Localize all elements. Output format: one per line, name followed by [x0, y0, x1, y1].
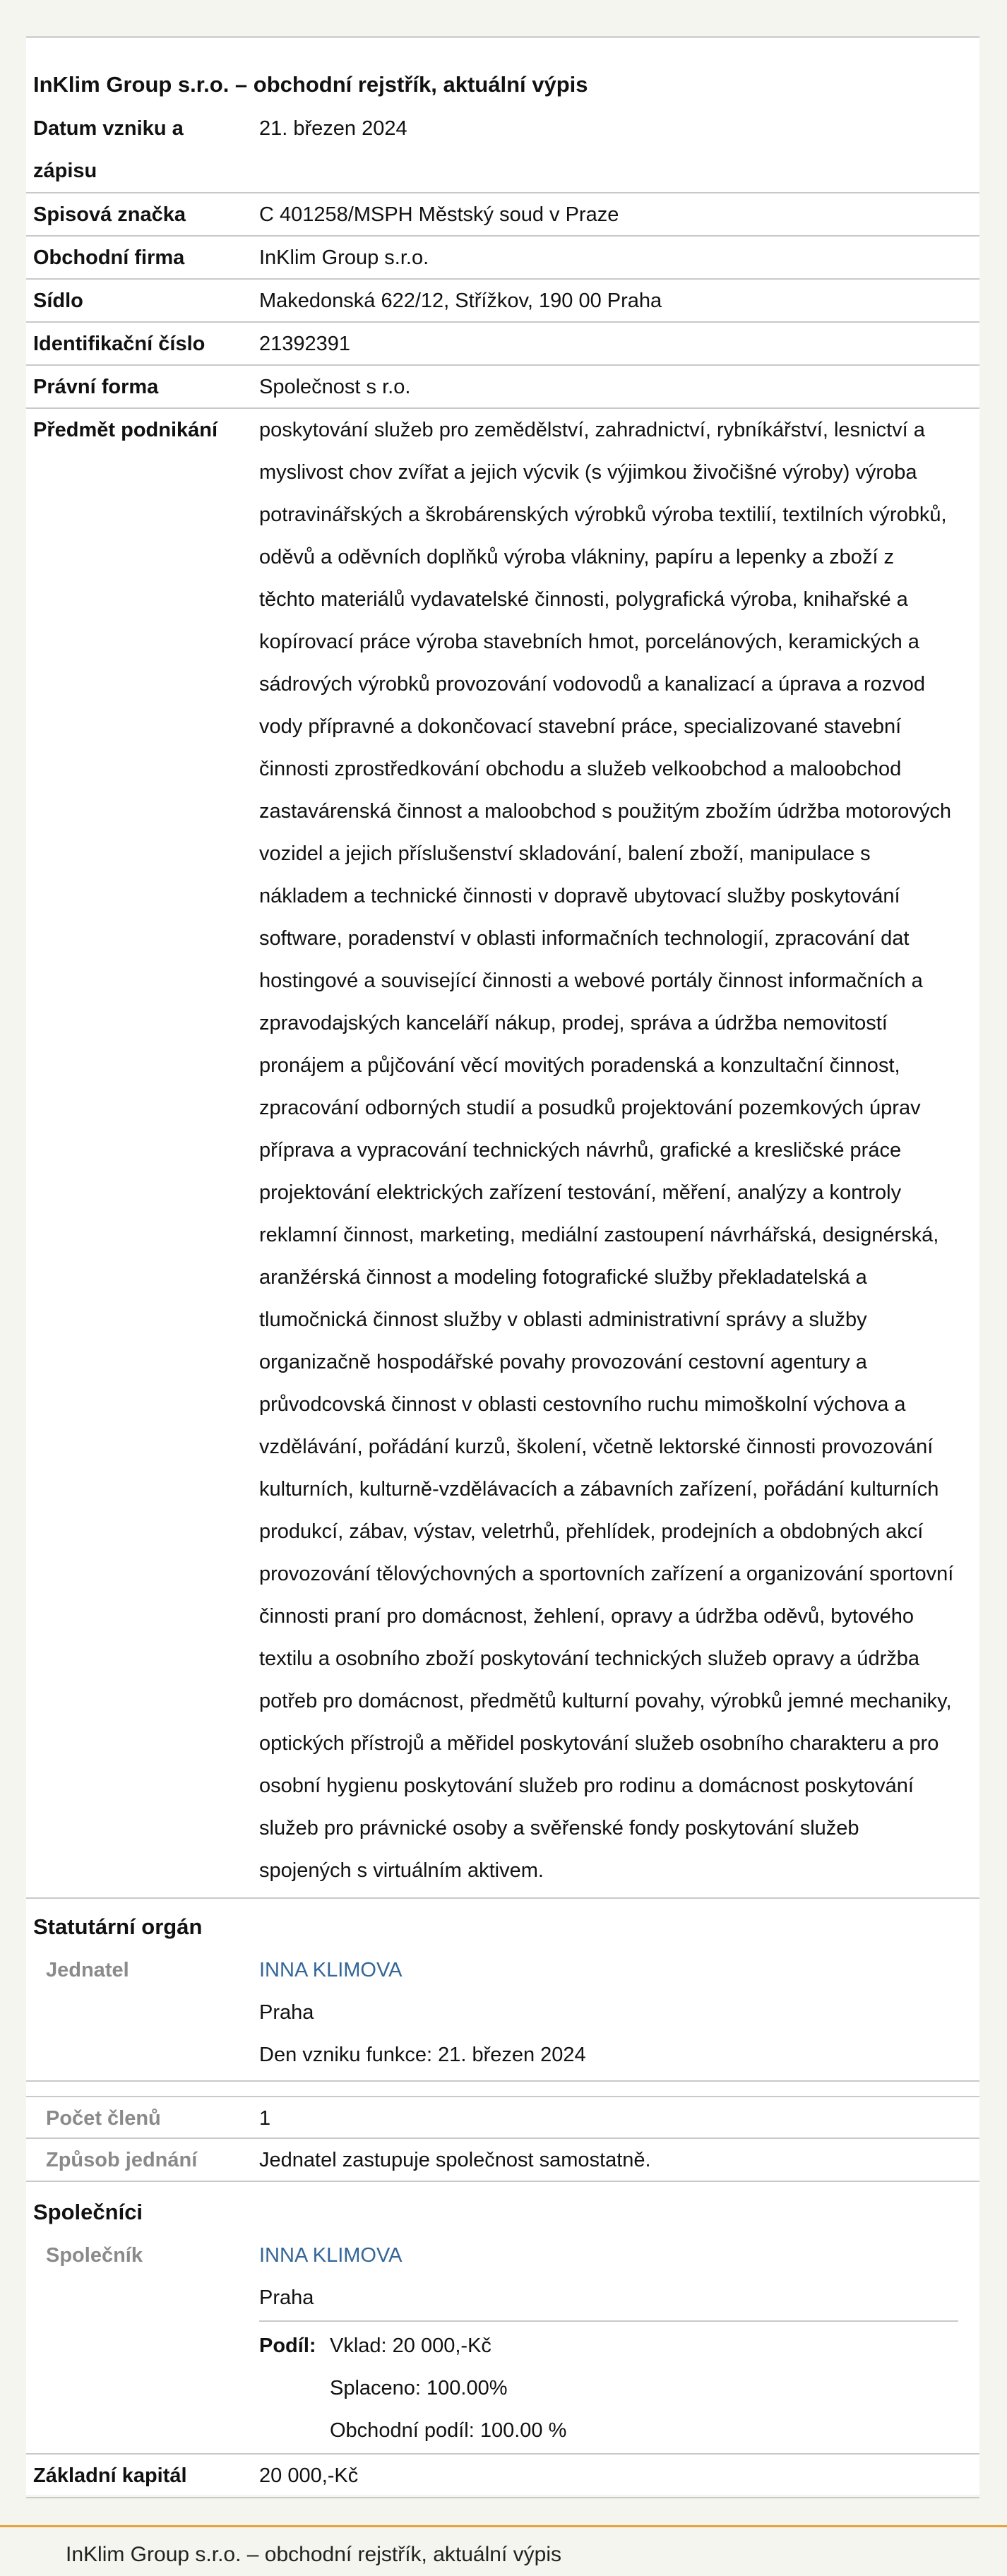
- predmet-line: optických přístrojů a měřidel poskytování služeb osobního charakteru a pro: [259, 1732, 939, 1755]
- predmet-line: zastavárenská činnost a maloobchod s použitým zbožím údržba motorových: [259, 800, 952, 823]
- predmet-line: textilu a osobního zboží poskytování technických služeb opravy a údržba: [259, 1647, 919, 1670]
- value-ico: 21392391: [259, 333, 351, 355]
- row-pravni-forma: [26, 366, 979, 409]
- page-footer: [0, 2525, 1007, 2576]
- predmet-line: nákladem a technické činnosti v dopravě ubytovací služby poskytování: [259, 885, 900, 907]
- jednatel-since: Den vzniku funkce: 21. březen 2024: [259, 2044, 586, 2066]
- section-spolecnici: Společníci: [33, 2200, 143, 2224]
- predmet-line: zpracování odborných studií a posudků projektování pozemkových úprav: [259, 1097, 921, 1119]
- value-obchodni-firma: InKlim Group s.r.o.: [259, 246, 429, 269]
- predmet-line: kulturních, kulturně-vzdělávacích a zábavních zařízení, pořádání kulturních: [259, 1478, 939, 1501]
- predmet-line: tlumočnická činnost služby v oblasti administrativní správy a služby: [259, 1308, 867, 1331]
- predmet-line: myslivost chov zvířat a jejich výcvik (s výjimkou živočišné výroby) výroba: [259, 461, 917, 484]
- predmet-line: software, poradenství v oblasti informačních technologií, zpracování dat: [259, 927, 910, 950]
- predmet-line: oděvů a oděvních doplňků výroba vlákniny, papíru a lepenky a zboží z: [259, 546, 895, 568]
- register-extract: [26, 36, 979, 2495]
- label-predmet-podnikani: Předmět podnikání: [33, 419, 218, 441]
- label-datum-vzniku-2: zápisu: [33, 160, 97, 182]
- label-zakladni-kapital: Základní kapitál: [33, 2464, 187, 2487]
- row-obchodni-firma: [26, 237, 979, 280]
- row-jednatel: [26, 1949, 979, 2082]
- predmet-line: sádrových výrobků provozování vodovodů a kanalizací a úprava a rozvod: [259, 673, 926, 696]
- label-ico: Identifikační číslo: [33, 333, 205, 355]
- predmet-line: těchto materiálů vydavatelské činnosti, polygrafická výroba, knihařské a: [259, 588, 908, 611]
- predmet-line: provozování tělovýchovných a sportovních zařízení a organizování sportovní: [259, 1563, 954, 1585]
- row-spolecnik: [26, 2234, 979, 2455]
- jednatel-name-link[interactable]: INNA KLIMOVA: [259, 1959, 403, 1981]
- predmet-line: služeb pro právnické osoby a svěřenské fondy poskytování služeb: [259, 1817, 859, 1839]
- predmet-line: osobní hygienu poskytování služeb pro rodinu a domácnost poskytování: [259, 1775, 914, 1797]
- value-predmet-podnikani: [259, 409, 974, 1892]
- predmet-line: hostingové a související činnosti a webové portály činnost informačních a: [259, 970, 923, 992]
- value-pocet-clenu: 1: [259, 2107, 271, 2130]
- value-datum-vzniku: 21. březen 2024: [259, 117, 407, 140]
- predmet-line: potravinářských a škrobárenských výrobků výroba textilií, textilních výrobků,: [259, 503, 947, 526]
- value-zpusob-jednani: Jednatel zastupuje společnost samostatně.: [259, 2149, 651, 2171]
- row-zpusob-jednani: [26, 2139, 979, 2182]
- value-splaceno: Splaceno: 100.00%: [330, 2377, 508, 2399]
- predmet-line: reklamní činnost, marketing, mediální zastoupení návrhářská, designérská,: [259, 1224, 939, 1246]
- label-sidlo: Sídlo: [33, 290, 83, 312]
- label-pocet-clenu: Počet členů: [46, 2107, 161, 2130]
- section-statutarni-organ: Statutární orgán: [33, 1914, 203, 1939]
- spolecnik-city: Praha: [259, 2286, 314, 2309]
- row-pocet-clenu: [26, 2096, 979, 2139]
- spolecnik-name-link[interactable]: INNA KLIMOVA: [259, 2244, 403, 2267]
- predmet-line: aranžérská činnost a modeling fotografické služby překladatelská a: [259, 1266, 867, 1289]
- predmet-line: zpravodajských kanceláří nákup, prodej, správa a údržba nemovitostí: [259, 1012, 888, 1034]
- value-zakladni-kapital: 20 000,-Kč: [259, 2464, 359, 2487]
- predmet-line: poskytování služeb pro zemědělství, zahradnictví, rybníkářství, lesnictví a: [259, 419, 925, 441]
- predmet-line: činnosti praní pro domácnost, žehlení, opravy a údržba oděvů, bytového: [259, 1605, 914, 1628]
- row-sidlo: [26, 280, 979, 323]
- row-zakladni-kapital: [26, 2455, 979, 2498]
- document-title: InKlim Group s.r.o. – obchodní rejstřík, aktuální výpis: [33, 72, 588, 97]
- label-pravni-forma: Právní forma: [33, 376, 159, 398]
- value-spisova-znacka: C 401258/MSPH Městský soud v Praze: [259, 203, 619, 226]
- label-podil: Podíl:: [259, 2334, 316, 2357]
- row-spisova-znacka: [26, 193, 979, 237]
- row-predmet-podnikani: [26, 409, 979, 1899]
- value-obchodni-podil: Obchodní podíl: 100.00 %: [330, 2419, 567, 2442]
- predmet-line: vody přípravné a dokončovací stavební práce, specializované stavební: [259, 715, 902, 738]
- predmet-line: projektování elektrických zařízení testování, měření, analýzy a kontroly: [259, 1181, 902, 1204]
- value-pravni-forma: Společnost s r.o.: [259, 376, 411, 398]
- predmet-line: pronájem a půjčování věcí movitých poradenská a konzultační činnost,: [259, 1054, 900, 1077]
- predmet-line: příprava a vypracování technických návrhů, grafické a kresličské práce: [259, 1139, 902, 1162]
- label-datum-vzniku-1: Datum vzniku a: [33, 117, 184, 140]
- label-spisova-znacka: Spisová značka: [33, 203, 186, 226]
- row-ico: [26, 323, 979, 366]
- predmet-line: organizačně hospodářské povahy provozování cestovní agentury a: [259, 1351, 867, 1373]
- label-jednatel: Jednatel: [46, 1959, 129, 1981]
- value-vklad: Vklad: 20 000,-Kč: [330, 2334, 491, 2357]
- row-datum-vzniku: [26, 107, 979, 193]
- predmet-line: potřeb pro domácnost, předmětů kulturní povahy, výrobků jemné mechaniky,: [259, 1690, 952, 1712]
- label-spolecnik: Společník: [46, 2244, 143, 2267]
- predmet-line: činnosti zprostředkování obchodu a služeb velkoobchod a maloobchod: [259, 758, 902, 780]
- predmet-line: vzdělávání, pořádání kurzů, školení, včetně lektorské činnosti provozování: [259, 1436, 934, 1458]
- jednatel-city: Praha: [259, 2001, 314, 2024]
- share-divider: [259, 2320, 958, 2322]
- predmet-line: produkcí, zábav, výstav, veletrhů, přehlídek, prodejních a obdobných akcí: [259, 1520, 924, 1543]
- predmet-line: kopírovací práce výroba stavebních hmot, porcelánových, keramických a: [259, 631, 919, 653]
- label-obchodni-firma: Obchodní firma: [33, 246, 185, 269]
- predmet-line: průvodcovská činnost v oblasti cestovního ruchu mimoškolní výchova a: [259, 1393, 906, 1416]
- value-sidlo: Makedonská 622/12, Střížkov, 190 00 Praha: [259, 290, 662, 312]
- predmet-line: spojených s virtuálním aktivem.: [259, 1859, 544, 1882]
- label-zpusob-jednani: Způsob jednání: [46, 2149, 198, 2171]
- footer-text: InKlim Group s.r.o. – obchodní rejstřík, aktuální výpis: [66, 2543, 561, 2566]
- predmet-line: vozidel a jejich příslušenství skladování, balení zboží, manipulace s: [259, 842, 871, 865]
